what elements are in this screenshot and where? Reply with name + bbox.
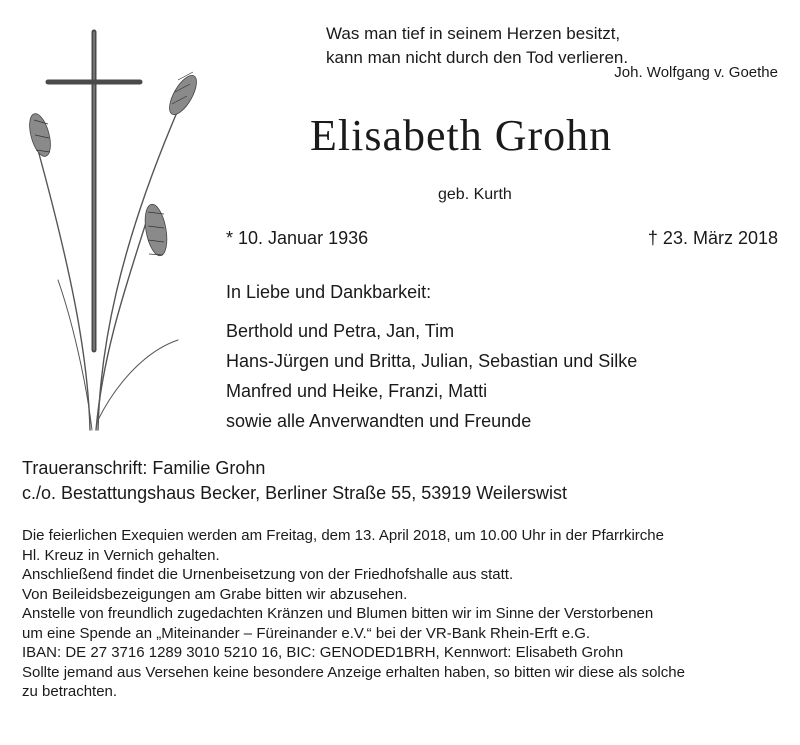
maiden-name: geb. Kurth [438, 186, 512, 203]
quote-line: Was man tief in seinem Herzen besitzt, [326, 24, 621, 43]
quote-line: kann man nicht durch den Tod verlieren. [326, 48, 629, 67]
note-line: um eine Spende an „Miteinander – Füreinander e.V.“ bei der VR-Bank Rhein-Erft e.G. [22, 624, 591, 642]
birth-date: * 10. Januar 1936 [226, 228, 369, 248]
mourners-list [226, 316, 637, 436]
gratitude-line: In Liebe und Dankbarkeit: [226, 282, 432, 302]
note-line: Die feierlichen Exequien werden am Freitag, dem 13. April 2018, um 10.00 Uhr in der Pfarrkirche [22, 527, 664, 544]
mourner-line: sowie alle Anverwandten und Freunde [226, 411, 532, 431]
address-line: Traueranschrift: Familie Grohn [22, 458, 266, 478]
note-line: Von Beileidsbezeigungen am Grabe bitten wir abzusehen. [22, 585, 408, 603]
cross-with-wheat-icon [28, 20, 218, 440]
funeral-notes [22, 526, 782, 702]
mourner-line: Manfred und Heike, Franzi, Matti [226, 381, 488, 401]
mourner-line: Berthold und Petra, Jan, Tim [226, 321, 455, 341]
note-line: zu betrachten. [22, 683, 118, 700]
address-line: c./o. Bestattungshaus Becker, Berliner Straße 55, 53919 Weilerswist [22, 483, 567, 503]
deceased-name: Elisabeth Grohn [310, 111, 613, 160]
death-date: † 23. März 2018 [647, 228, 778, 248]
note-line: IBAN: DE 27 3716 1289 3010 5210 16, BIC: GENODED1BRH, Kennwort: Elisabeth Grohn [22, 644, 624, 661]
quote [326, 22, 628, 70]
mourner-line: Hans-Jürgen und Britta, Julian, Sebastian und Silke [226, 351, 638, 371]
quote-author: Joh. Wolfgang v. Goethe [614, 64, 778, 81]
note-line: Anstelle von freundlich zugedachten Kränzen und Blumen bitten wir im Sinne der Verstorbenen [22, 605, 654, 622]
mourning-address [22, 456, 567, 506]
note-line: Hl. Kreuz in Vernich gehalten. [22, 546, 220, 564]
note-line: Anschließend findet die Urnenbeisetzung von der Friedhofshalle aus statt. [22, 566, 514, 583]
note-line: Sollte jemand aus Versehen keine besondere Anzeige erhalten haben, so bitten wir diese als solche [22, 663, 685, 681]
